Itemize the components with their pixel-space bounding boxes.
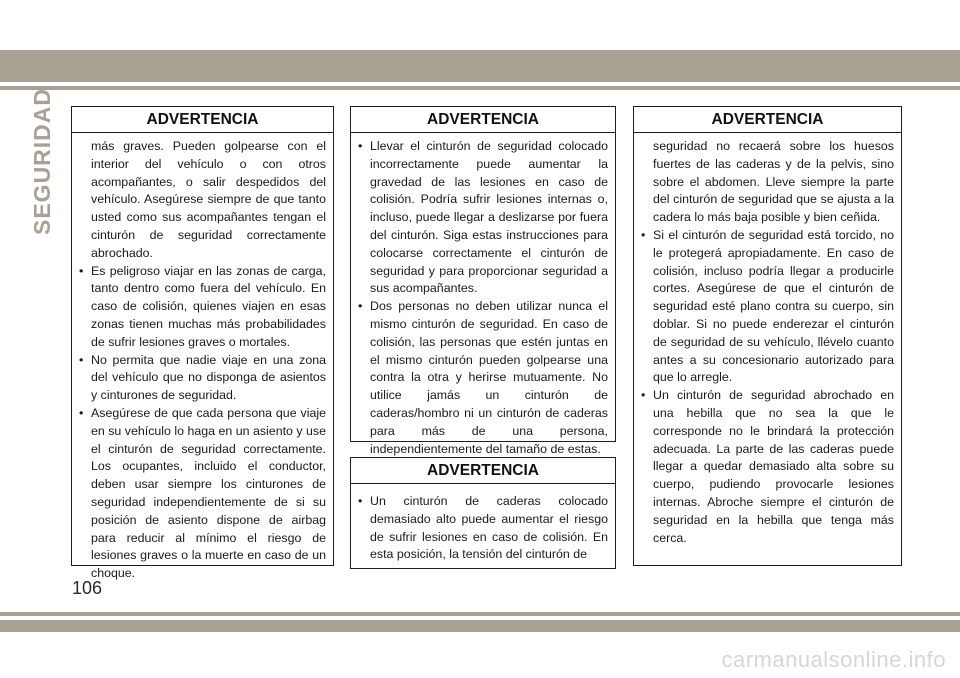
warning-bullet: • Llevar el cinturón de seguridad colocado incorrectamente puede aumentar la gravedad de las lesiones en caso de colisión. Podría sufrir lesiones internas o, incluso, puede llegar a deslizarse por fuera del cinturón. Siga estas instrucciones para colocarse correctamente el cinturón de seguridad y para proporcionar seguridad a sus acompañantes. bbox=[360, 138, 608, 298]
warning-body bbox=[351, 133, 615, 458]
warning-header: ADVERTENCIA bbox=[72, 107, 333, 133]
warning-body bbox=[351, 484, 615, 564]
footer-rule bbox=[0, 612, 960, 616]
warning-bullet: • Asegúrese de que cada persona que viaje en su vehículo lo haga en un asiento y use el cinturón de seguridad correctamente. Los ocupantes, incluido el conductor, deben usar siempre los cinturones de seguridad independientemente de si su posición de asiento dispone de airbag para reducir al mínimo el riesgo de lesiones graves o la muerte en caso de un choque. bbox=[81, 405, 326, 583]
warning-continuation-text: más graves. Pueden golpearse con el interior del vehículo o con otros acompañantes, o salir despedidos del vehículo. Asegúrese siempre de que tanto usted como sus acompañantes tengan el cinturón de seguridad correctamente abrochado. bbox=[91, 139, 326, 260]
warning-bullet: • Si el cinturón de seguridad está torcido, no le protegerá apropiadamente. En caso de colisión, incluso podría llegar a producirle cortes. Asegúrese de que el cinturón de seguridad esté plano contra su cuerpo, sin doblar. Si no puede enderezar el cinturón de seguridad de su vehículo, llévelo cuanto antes a su concesionario autorizado para que lo arregle. bbox=[643, 227, 894, 387]
section-tab-label: SEGURIDAD bbox=[28, 87, 55, 235]
header-band bbox=[0, 50, 960, 82]
warning-bullet: • Dos personas no deben utilizar nunca el mismo cinturón de seguridad. En caso de colisión, las personas que estén juntas en el mismo cinturón pueden golpearse una contra la otra y herirse mutuamente. No utilice jamás un cinturón de caderas/hombro ni un cinturón de caderas para más de una persona, independientemente del tamaño de estas. bbox=[360, 298, 608, 458]
warning-bullet-list bbox=[81, 263, 326, 583]
section-tab bbox=[27, 87, 57, 235]
header-rule bbox=[0, 86, 960, 90]
warning-bullet-list bbox=[360, 138, 608, 458]
warning-bullet-list bbox=[643, 227, 894, 547]
warning-body bbox=[72, 133, 333, 583]
warning-box-4 bbox=[633, 106, 902, 566]
warning-bullet-list bbox=[360, 493, 608, 564]
warning-header: ADVERTENCIA bbox=[351, 107, 615, 133]
warning-bullet: • Un cinturón de caderas colocado demasiado alto puede aumentar el riesgo de sufrir lesiones en caso de colisión. En esta posición, la tensión del cinturón de bbox=[360, 493, 608, 564]
warning-bullet: • No permita que nadie viaje en una zona del vehículo que no disponga de asientos y cinturones de seguridad. bbox=[81, 352, 326, 405]
watermark: carmanualsonline.info bbox=[721, 647, 946, 672]
warning-box-1 bbox=[71, 106, 334, 581]
warning-header: ADVERTENCIA bbox=[634, 107, 901, 133]
warning-bullet: • Es peligroso viajar en las zonas de carga, tanto dentro como fuera del vehículo. En caso de colisión, quienes viajen en esas zonas tienen muchas más probabilidades de sufrir lesiones graves o mortales. bbox=[81, 263, 326, 352]
warning-continuation-text: seguridad no recaerá sobre los huesos fuertes de las caderas y de la pelvis, sino sobre el abdomen. Lleve siempre la parte del cinturón de seguridad que se ajusta a la cadera lo más baja posible y bien ceñida. bbox=[653, 139, 894, 225]
warning-body bbox=[634, 133, 901, 547]
warning-box-3 bbox=[350, 457, 616, 569]
warning-box-2 bbox=[350, 106, 616, 456]
warning-header: ADVERTENCIA bbox=[351, 458, 615, 484]
page-number: 106 bbox=[72, 578, 103, 598]
warning-bullet: • Un cinturón de seguridad abrochado en una hebilla que no sea la que le corresponde no le brindará la protección adecuada. La parte de las caderas puede llegar a quedar demasiado alta sobre su cuerpo, pudiendo provocarle lesiones internas. Abroche siempre el cinturón de seguridad en la hebilla que tenga más cerca. bbox=[643, 387, 894, 547]
footer-band bbox=[0, 620, 960, 632]
